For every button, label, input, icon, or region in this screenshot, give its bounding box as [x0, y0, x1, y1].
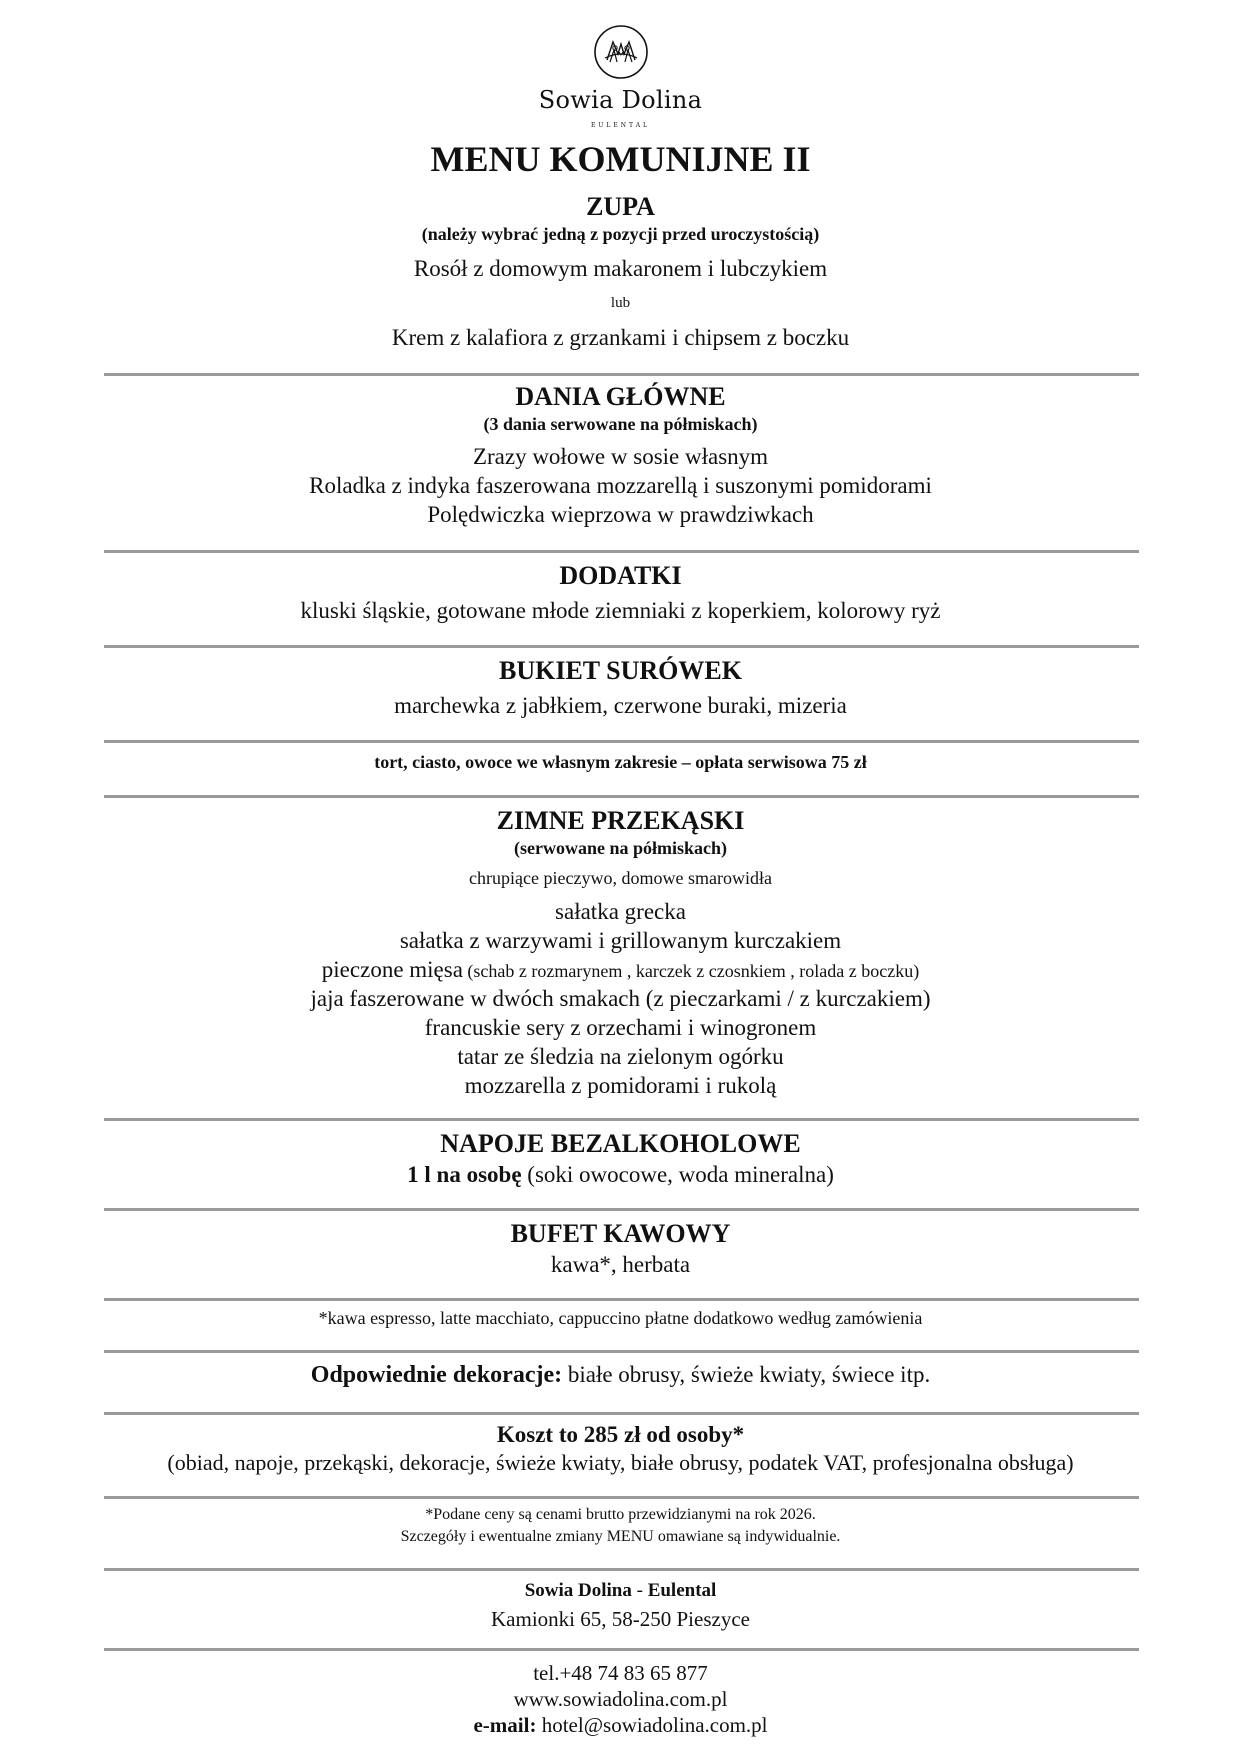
list-item: Polędwiczka wieprzowa w prawdziwkach	[427, 502, 814, 527]
divider	[104, 1208, 1139, 1211]
koszt-text: (obiad, napoje, przekąski, dekoracje, świeże kwiaty, białe obrusy, podatek VAT, profesjonalna obsługa)	[167, 1450, 1074, 1475]
zupa-option-2: Krem z kalafiora z grzankami i chipsem z boczku	[391, 325, 850, 350]
surowki-text: marchewka z jabłkiem, czerwone buraki, mizeria	[394, 693, 847, 718]
list-item: jaja faszerowane w dwóch smakach (z pieczarkami / z kurczakiem)	[310, 986, 931, 1011]
kontakt-name-2: Eulental	[647, 1580, 717, 1601]
divider	[104, 1412, 1139, 1415]
divider	[104, 740, 1139, 743]
meat-main: pieczone mięsa	[321, 957, 463, 982]
list-item: sałatka grecka	[555, 899, 686, 924]
zimne-bread: chrupiące pieczywo, domowe smarowidła	[469, 868, 772, 888]
meat-detail: (schab z rozmarynem , karczek z czosnkiem , rolada z boczku)	[462, 961, 920, 981]
zimne-note: (serwowane na półmiskach)	[513, 838, 727, 858]
list-item: Roladka z indyka faszerowana mozzarellą i suszonymi pomidorami	[309, 473, 932, 498]
divider	[104, 1496, 1139, 1499]
dekoracje-text: białe obrusy, świeże kwiaty, świece itp.	[562, 1362, 931, 1387]
zupa-option-1: Rosół z domowym makaronem i lubczykiem	[413, 256, 828, 281]
napoje-amount: 1 l na osobę	[407, 1162, 522, 1187]
bufet-text: kawa*, herbata	[550, 1252, 691, 1277]
list-item: Zrazy wołowe w sosie własnym	[472, 444, 769, 469]
page-title: MENU KOMUNIJNE II	[430, 139, 811, 179]
dekoracje-line	[0, 1362, 1241, 1389]
dodatki-text: kluski śląskie, gotowane młode ziemniaki z koperkiem, kolorowy ryż	[300, 598, 941, 623]
tort-note: tort, ciasto, owoce we własnym zakresie – opłata serwisowa 75 zł	[374, 752, 867, 772]
bufet-footnote: *kawa espresso, latte macchiato, cappuccino płatne dodatkowo według zamówienia	[318, 1308, 923, 1328]
napoje-heading: NAPOJE BEZALKOHOLOWE	[440, 1129, 801, 1158]
kontakt-address: Kamionki 65, 58-250 Pieszyce	[491, 1607, 750, 1631]
divider	[104, 1350, 1139, 1353]
kontakt-www: www.sowiadolina.com.pl	[513, 1687, 728, 1711]
list-item: sałatka z warzywami i grillowanym kurczakiem	[399, 928, 842, 953]
email-address: hotel@sowiadolina.com.pl	[536, 1713, 768, 1737]
kontakt-tel: tel.+48 74 83 65 877	[533, 1661, 708, 1685]
zupa-heading: ZUPA	[586, 192, 655, 221]
napoje-detail: (soki owocowe, woda mineralna)	[521, 1162, 834, 1187]
divider	[104, 1298, 1139, 1301]
dania-heading: DANIA GŁÓWNE	[515, 382, 726, 411]
divider	[104, 1568, 1139, 1571]
divider	[104, 645, 1139, 648]
divider	[104, 1648, 1139, 1651]
zimne-heading: ZIMNE PRZEKĄSKI	[496, 806, 745, 835]
ceny-line-1: *Podane ceny są cenami brutto przewidzianymi na rok 2026.	[425, 1506, 816, 1523]
email-label: e-mail:	[473, 1713, 537, 1737]
list-item	[0, 957, 1241, 983]
kontakt-name	[0, 1580, 1241, 1602]
zupa-or: lub	[610, 295, 631, 311]
list-item: mozzarella z pomidorami i rukolą	[464, 1073, 777, 1098]
divider	[104, 795, 1139, 798]
ceny-line-2: Szczegóły i ewentualne zmiany MENU omawiane są indywidualnie.	[400, 1528, 841, 1545]
napoje-text	[0, 1162, 1241, 1188]
divider	[104, 1118, 1139, 1121]
owl-logo-icon	[0, 24, 1241, 80]
divider	[104, 550, 1139, 553]
divider	[104, 373, 1139, 376]
kontakt-name-1: Sowia Dolina	[524, 1580, 632, 1601]
surowki-heading: BUKIET SURÓWEK	[499, 656, 742, 685]
zupa-note: (należy wybrać jedną z pozycji przed uroczystością)	[421, 224, 820, 244]
kontakt-name-sep: -	[631, 1580, 648, 1601]
list-item: tatar ze śledzia na zielonym ogórku	[457, 1044, 784, 1069]
dodatki-heading: DODATKI	[559, 561, 682, 590]
bufet-heading: BUFET KAWOWY	[510, 1219, 731, 1248]
kontakt-email	[0, 1713, 1241, 1738]
dekoracje-label: Odpowiednie dekoracje:	[310, 1362, 563, 1388]
brand-subtitle: EULENTAL	[590, 122, 651, 129]
list-item: francuskie sery z orzechami i winogronem	[424, 1015, 817, 1040]
koszt-heading: Koszt to 285 zł od osoby*	[496, 1422, 745, 1447]
dania-note: (3 dania serwowane na półmiskach)	[483, 414, 758, 434]
brand-name: Sowia Dolina	[538, 86, 703, 114]
